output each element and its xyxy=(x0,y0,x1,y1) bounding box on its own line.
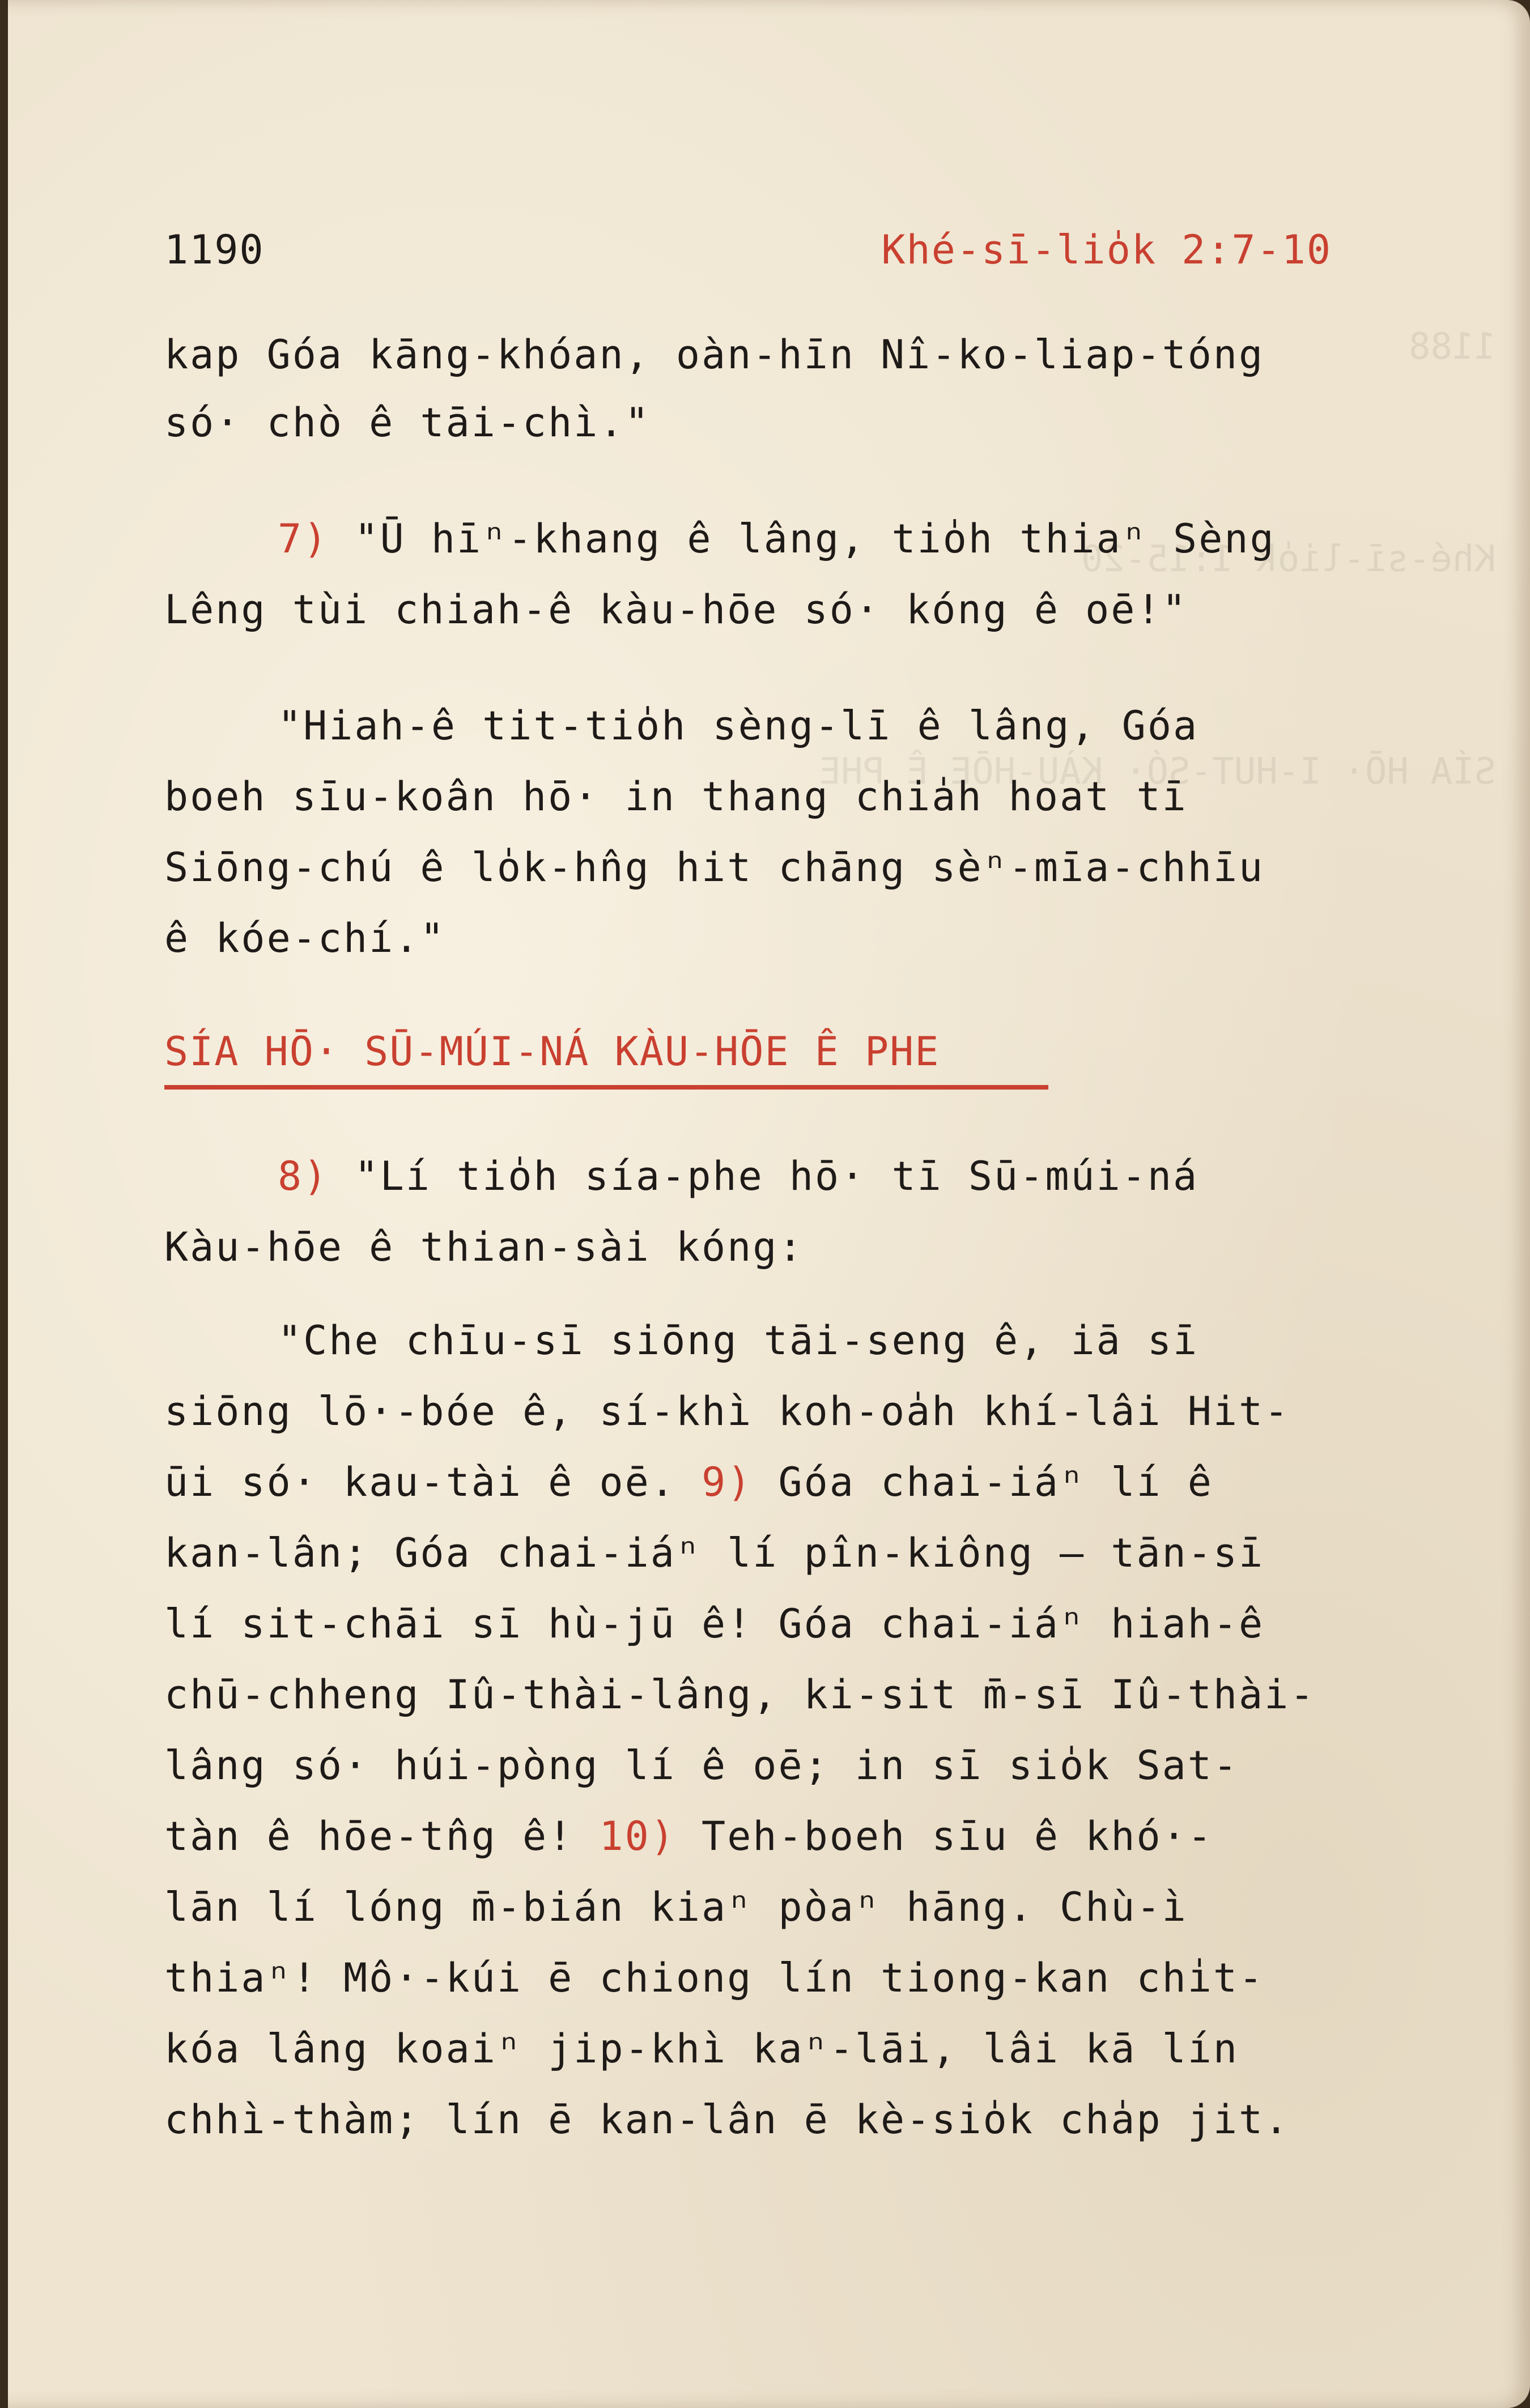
section-underline xyxy=(164,1085,1048,1090)
text-line: thiaⁿ! Mô·-kúi ē chiong lín tiong-kan chi̍t- xyxy=(164,1955,1265,2001)
page-edge-shadow xyxy=(0,0,8,2408)
bleed-page-number: 1188 xyxy=(1408,326,1496,368)
text-line: kap Góa kāng-khóan, oàn-hīn Nî-ko-liap-tóng xyxy=(164,331,1265,378)
text-line: "Hiah-ê tit-tio̍h sèng-lī ê lâng, Góa xyxy=(278,703,1199,749)
bleed-section-heading: SÍA HŌ· I-HUT-SÓ· KÀU-HŌE Ê PHE xyxy=(819,751,1496,793)
bleed-through-text xyxy=(759,170,1496,2096)
verse-number: 8) xyxy=(278,1153,329,1199)
text-line: chū-chheng Iû-thài-lâng, ki-sit m̄-sī Iû-thài- xyxy=(164,1671,1316,1718)
text-line: Siōng-chú ê lo̍k-hn̂g hit chāng sèⁿ-mīa-chhīu xyxy=(164,844,1265,891)
verse-7-line xyxy=(278,516,1276,562)
text-line-with-verse-9 xyxy=(164,1459,1213,1505)
bleed-running-head: Khé-sī-lio̍k 1:15-20 xyxy=(1081,538,1496,580)
page-header xyxy=(164,227,1332,295)
verse-number: 7) xyxy=(278,516,329,562)
text-segment: ūi só· kau-tài ê oē. xyxy=(164,1459,676,1505)
text-line: lí sit-chāi sī hù-jū ê! Góa chai-iáⁿ hiah-ê xyxy=(164,1601,1265,1647)
text-line: "Che chīu-sī siōng tāi-seng ê, iā sī xyxy=(278,1317,1199,1364)
text-line: lâng só· húi-pòng lí ê oē; in sī sio̍k Sat- xyxy=(164,1742,1239,1789)
text-line: siōng lō·-bóe ê, sí-khì koh-oa̍h khí-lâi Hit- xyxy=(164,1388,1290,1435)
text-segment: tàn ê hōe-tn̂g ê! xyxy=(164,1813,574,1860)
verse-number: 10) xyxy=(599,1813,676,1860)
verse-text: "Lí tio̍h sía-phe hō· tī Sū-múi-ná xyxy=(354,1153,1199,1199)
text-line: kan-lân; Góa chai-iáⁿ lí pîn-kiông — tān-sī xyxy=(164,1530,1265,1576)
text-segment: Teh-boeh sīu ê khó·- xyxy=(702,1813,1213,1860)
verse-8-line xyxy=(278,1153,1198,1199)
verse-text: "Ū hīⁿ-khang ê lâng, tio̍h thiaⁿ Sèng xyxy=(354,516,1276,562)
running-head: Khé-sī-lio̍k 2:7-10 xyxy=(881,227,1332,273)
text-line: lān lí lóng m̄-bián kiaⁿ pòaⁿ hāng. Chù-ì xyxy=(164,1884,1188,1930)
text-line: só· chò ê tāi-chì." xyxy=(164,399,651,446)
text-line: Kàu-hōe ê thian-sài kóng: xyxy=(164,1224,804,1270)
text-line: kóa lâng koaiⁿ jip-khì kaⁿ-lāi, lâi kā lín xyxy=(164,2026,1239,2072)
page-number: 1190 xyxy=(164,227,265,273)
text-line: ê kóe-chí." xyxy=(164,915,446,962)
text-line: chhì-thàm; lín ē kan-lân ē kè-sio̍k cha̍p jit. xyxy=(164,2096,1290,2143)
text-line-with-verse-10 xyxy=(164,1813,1213,1860)
verse-number: 9) xyxy=(702,1459,753,1505)
text-line: boeh sīu-koân hō· in thang chia̍h hoat tī xyxy=(164,773,1188,820)
text-segment: Góa chai-iáⁿ lí ê xyxy=(778,1459,1213,1505)
text-line: Lêng tùi chiah-ê kàu-hōe só· kóng ê oē!" xyxy=(164,586,1188,633)
section-heading: SÍA HŌ· SŪ-MÚI-NÁ KÀU-HŌE Ê PHE xyxy=(164,1028,940,1075)
